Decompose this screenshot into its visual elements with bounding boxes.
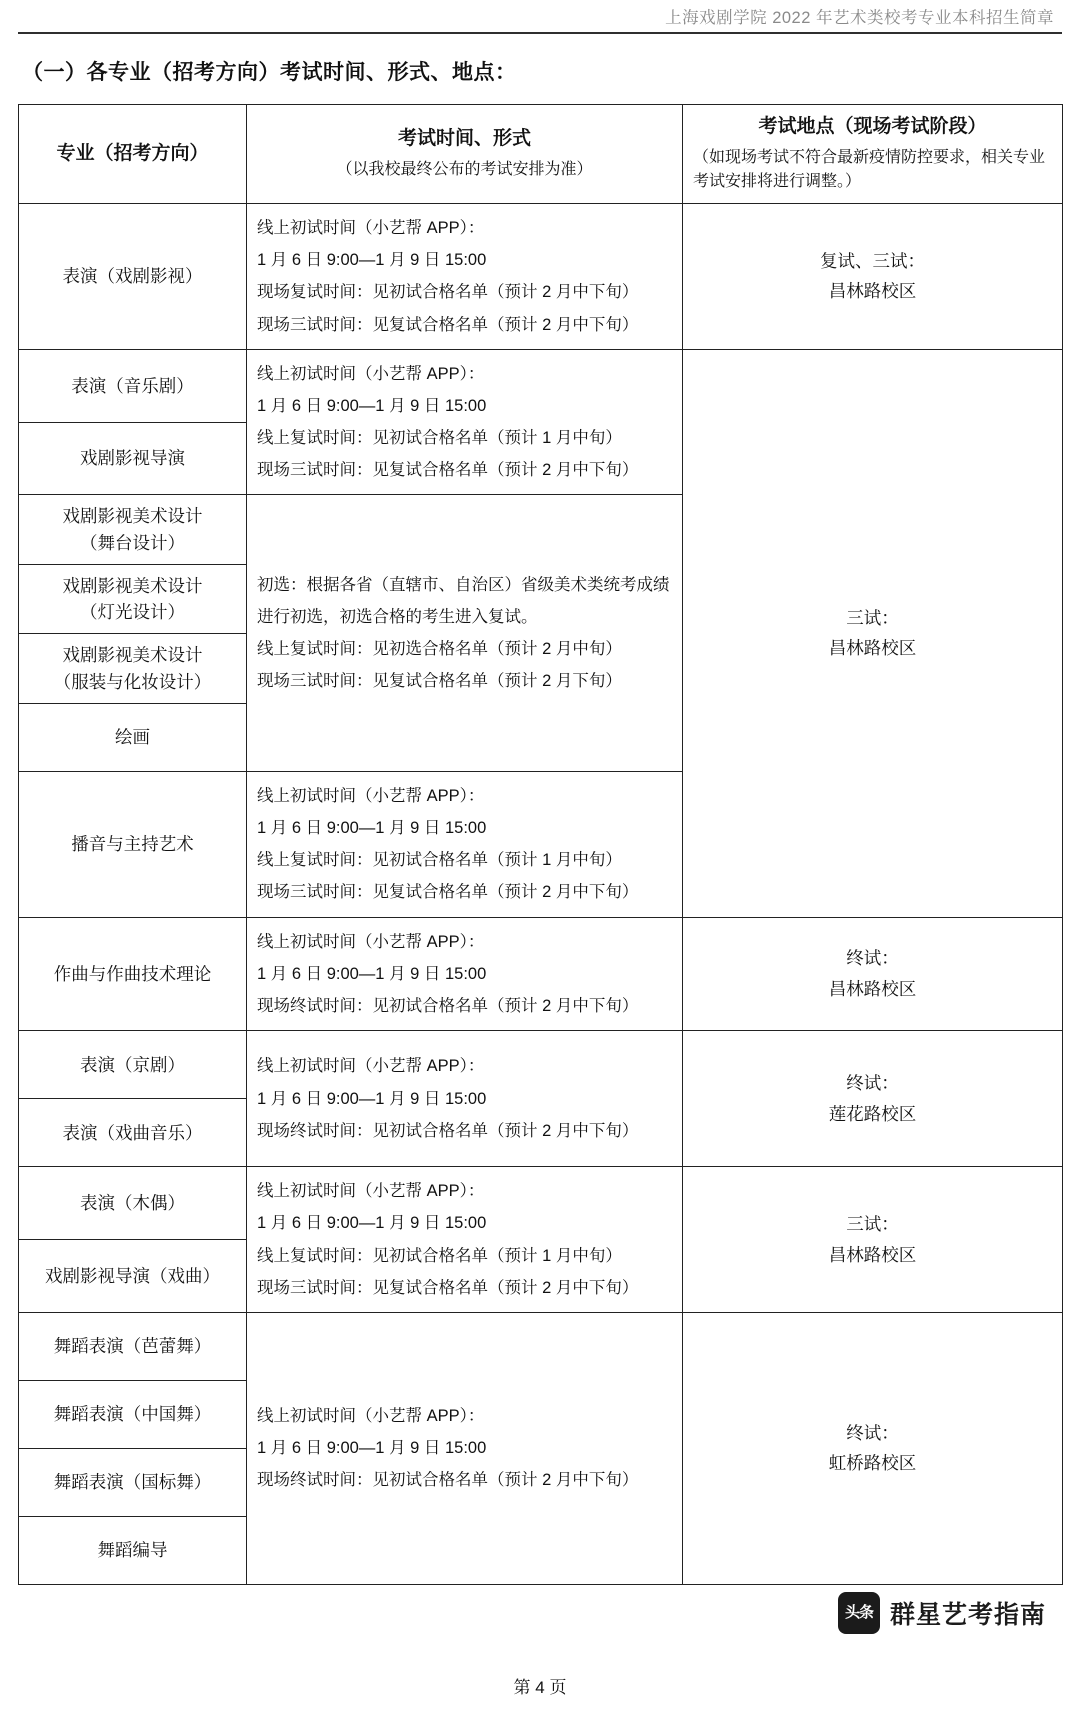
major-name-line: 戏剧影视导演 [80,448,185,469]
major-cell [19,1312,247,1380]
major-cell [19,495,247,565]
exam-location-line: 终试： [846,1073,899,1094]
major-name-line: 舞蹈表演（国标舞） [53,1472,212,1493]
major-cell [19,1240,247,1313]
exam-detail-line: 线上初试时间（小艺帮 APP）： [257,364,485,383]
exam-location-line: 三试： [846,1213,899,1234]
exam-detail-cell [247,1031,683,1167]
exam-detail-line: 线上初试时间（小艺帮 APP）： [257,219,485,238]
exam-detail-line: 现场复试时间：见初试合格名单（预计 2 月中下旬） [257,283,639,302]
column-header-place-main: 考试地点（现场考试阶段） [758,116,987,137]
exam-location-line: 昌林路校区 [828,638,917,659]
exam-detail-cell [247,349,683,495]
major-cell [19,634,247,704]
major-cell [19,1380,247,1448]
brand-name: 群星艺考指南 [889,1601,1046,1629]
section-title: （一）各专业（招考方向）考试时间、形式、地点： [22,61,517,84]
column-header-time-main: 考试时间、形式 [397,128,531,150]
exam-detail-line: 初选：根据各省（直辖市、自治区）省级美术类统考成绩进行初选，初选合格的考生进入复试。 [257,575,670,627]
exam-detail-line: 现场终试时间：见初试合格名单（预计 2 月中下旬） [257,1471,639,1490]
major-name-line: 戏剧影视导演（戏曲） [45,1265,220,1286]
major-cell [19,1031,247,1099]
major-name-line: 舞蹈编导 [97,1540,168,1561]
exam-location-line: 莲花路校区 [828,1103,917,1124]
major-name-line: 戏剧影视美术设计 [62,575,203,596]
exam-location-cell [683,204,1063,350]
exam-detail-line: 现场三试时间：见复试合格名单（预计 2 月中下旬） [257,1278,639,1297]
exam-location-line: 昌林路校区 [828,1244,917,1265]
exam-detail-line: 线上初试时间（小艺帮 APP）： [257,932,485,951]
exam-location-cell [683,917,1063,1031]
exam-detail-line: 1 月 6 日 9:00—1 月 9 日 15:00 [257,396,487,415]
major-name-line: 表演（戏曲音乐） [62,1122,203,1143]
major-name-line: 绘画 [115,727,150,748]
table-row [19,349,1063,422]
exam-detail-line: 线上复试时间：见初试合格名单（预计 1 月中旬） [257,851,622,870]
exam-detail-line: 现场三试时间：见复试合格名单（预计 2 月中下旬） [257,315,639,334]
exam-detail-line: 线上初试时间（小艺帮 APP）： [257,1057,485,1076]
table-row [19,204,1063,350]
exam-detail-cell [247,917,683,1031]
column-header-major: 专业（招考方向） [19,105,247,204]
exam-detail-line: 线上初试时间（小艺帮 APP）： [257,1407,485,1426]
exam-detail-line: 1 月 6 日 9:00—1 月 9 日 15:00 [257,1214,487,1233]
major-cell [19,771,247,917]
page-number: 第 4 页 [513,1678,567,1697]
major-cell [19,1448,247,1516]
page-header [18,0,1062,34]
column-header-place [683,105,1063,204]
brand-watermark [838,1592,1046,1634]
exam-schedule-table [18,104,1063,1585]
exam-detail-line: 1 月 6 日 9:00—1 月 9 日 15:00 [257,964,487,983]
column-header-time [247,105,683,204]
exam-location-line: 昌林路校区 [828,978,917,999]
major-name-line: （服装与化妆设计） [53,671,212,692]
major-name-line: 播音与主持艺术 [71,834,194,855]
column-header-place-sub: （如现场考试不符合最新疫情防控要求，相关专业考试安排将进行调整。） [693,148,1046,191]
exam-detail-line: 现场终试时间：见初试合格名单（预计 2 月中下旬） [257,1121,639,1140]
exam-detail-line: 线上复试时间：见初试合格名单（预计 1 月中旬） [257,1246,622,1265]
major-name-line: 作曲与作曲技术理论 [53,963,212,984]
exam-detail-cell [247,771,683,917]
exam-location-line: 三试： [846,607,899,628]
major-cell [19,422,247,495]
major-name-line: 舞蹈表演（芭蕾舞） [53,1336,212,1357]
table-row [19,1167,1063,1240]
exam-detail-line: 现场三试时间：见复试合格名单（预计 2 月中下旬） [257,461,639,480]
major-cell [19,204,247,350]
exam-detail-cell [247,204,683,350]
exam-detail-line: 现场三试时间：见复试合格名单（预计 2 月中下旬） [257,883,639,902]
major-name-line: （舞台设计） [80,532,185,553]
exam-location-cell [683,349,1063,917]
exam-detail-cell [247,1312,683,1584]
exam-detail-line: 线上复试时间：见初选合格名单（预计 2 月中旬） [257,640,622,659]
major-name-line: （灯光设计） [80,602,185,623]
exam-detail-line: 现场终试时间：见初试合格名单（预计 2 月中下旬） [257,997,639,1015]
exam-detail-line: 线上初试时间（小艺帮 APP）： [257,786,485,805]
major-cell [19,564,247,634]
major-name-line: 表演（木偶） [80,1192,185,1213]
exam-location-cell [683,1031,1063,1167]
major-cell [19,917,247,1031]
major-name-line: 表演（京剧） [80,1054,185,1075]
major-cell [19,1099,247,1167]
exam-detail-cell [247,495,683,772]
major-cell [19,703,247,771]
major-name-line: 舞蹈表演（中国舞） [53,1404,212,1425]
major-name-line: 表演（戏剧影视） [62,266,203,287]
exam-location-line: 昌林路校区 [828,281,917,302]
exam-detail-line: 1 月 6 日 9:00—1 月 9 日 15:00 [257,819,487,838]
exam-location-line: 终试： [846,1422,899,1443]
exam-detail-line: 线上复试时间：见初试合格名单（预计 1 月中旬） [257,429,622,448]
exam-location-cell [683,1167,1063,1313]
major-name-line: 戏剧影视美术设计 [62,645,203,666]
exam-location-cell [683,1312,1063,1584]
exam-detail-line: 1 月 6 日 9:00—1 月 9 日 15:00 [257,251,487,270]
exam-detail-line: 1 月 6 日 9:00—1 月 9 日 15:00 [257,1089,487,1108]
table-row [19,917,1063,1031]
exam-detail-line: 线上初试时间（小艺帮 APP）： [257,1182,485,1201]
toutiao-logo-icon: 头条 [838,1592,880,1634]
exam-detail-line: 1 月 6 日 9:00—1 月 9 日 15:00 [257,1439,487,1458]
major-cell [19,349,247,422]
major-cell [19,1516,247,1584]
major-name-line: 表演（音乐剧） [71,375,194,396]
major-cell [19,1167,247,1240]
exam-location-line: 终试： [846,948,899,969]
major-name-line: 戏剧影视美术设计 [62,506,203,527]
exam-detail-cell [247,1167,683,1313]
column-header-time-sub: （以我校最终公布的考试安排为准） [336,160,593,178]
table-row [19,1031,1063,1099]
exam-detail-line: 现场三试时间：见复试合格名单（预计 2 月下旬） [257,672,622,691]
exam-location-line: 复试、三试： [820,250,925,271]
table-header-row [19,105,1063,204]
table-row [19,1312,1063,1380]
running-title: 上海戏剧学院 2022 年艺术类校考专业本科招生简章 [665,9,1054,27]
table-body [19,204,1063,1585]
exam-location-line: 虹桥路校区 [828,1453,917,1474]
